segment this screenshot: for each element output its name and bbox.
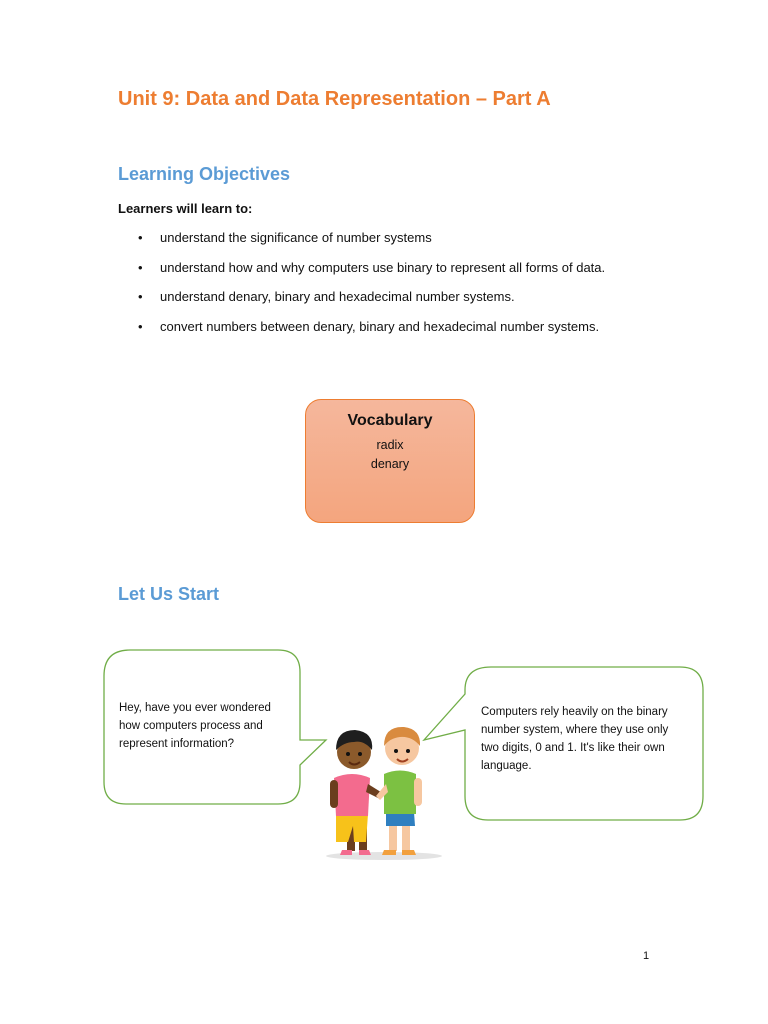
- children-illustration: [318, 722, 448, 864]
- speech-text-left: Hey, have you ever wondered how computers process and represent information?: [119, 702, 271, 750]
- page-number: 1: [643, 950, 650, 962]
- vocabulary-word: denary: [370, 457, 410, 471]
- objective-text: understand denary, binary and hexadecimal number systems.: [160, 289, 515, 304]
- learning-objectives-heading: Learning Objectives: [118, 164, 291, 184]
- objective-text: understand the significance of number systems: [160, 230, 432, 245]
- learners-intro: Learners will learn to:: [118, 201, 253, 216]
- lets-start-heading: Let Us Start: [118, 584, 220, 604]
- bullet-icon: •: [138, 289, 143, 304]
- bullet-icon: •: [138, 230, 143, 245]
- speech-text-right: Computers rely heavily on the binary number system, where they use only two digits, 0 and 1. It's like their own language.: [481, 706, 669, 772]
- objective-text: convert numbers between denary, binary and hexadecimal number systems.: [160, 318, 600, 334]
- bullet-icon: •: [138, 259, 143, 275]
- vocabulary-title: Vocabulary: [347, 412, 433, 429]
- vocabulary-word: radix: [376, 438, 404, 452]
- bullet-icon: •: [138, 318, 143, 334]
- unit-title: Unit 9: Data and Data Representation – Part A: [118, 88, 551, 110]
- objective-text: understand how and why computers use binary to represent all forms of data.: [160, 259, 606, 275]
